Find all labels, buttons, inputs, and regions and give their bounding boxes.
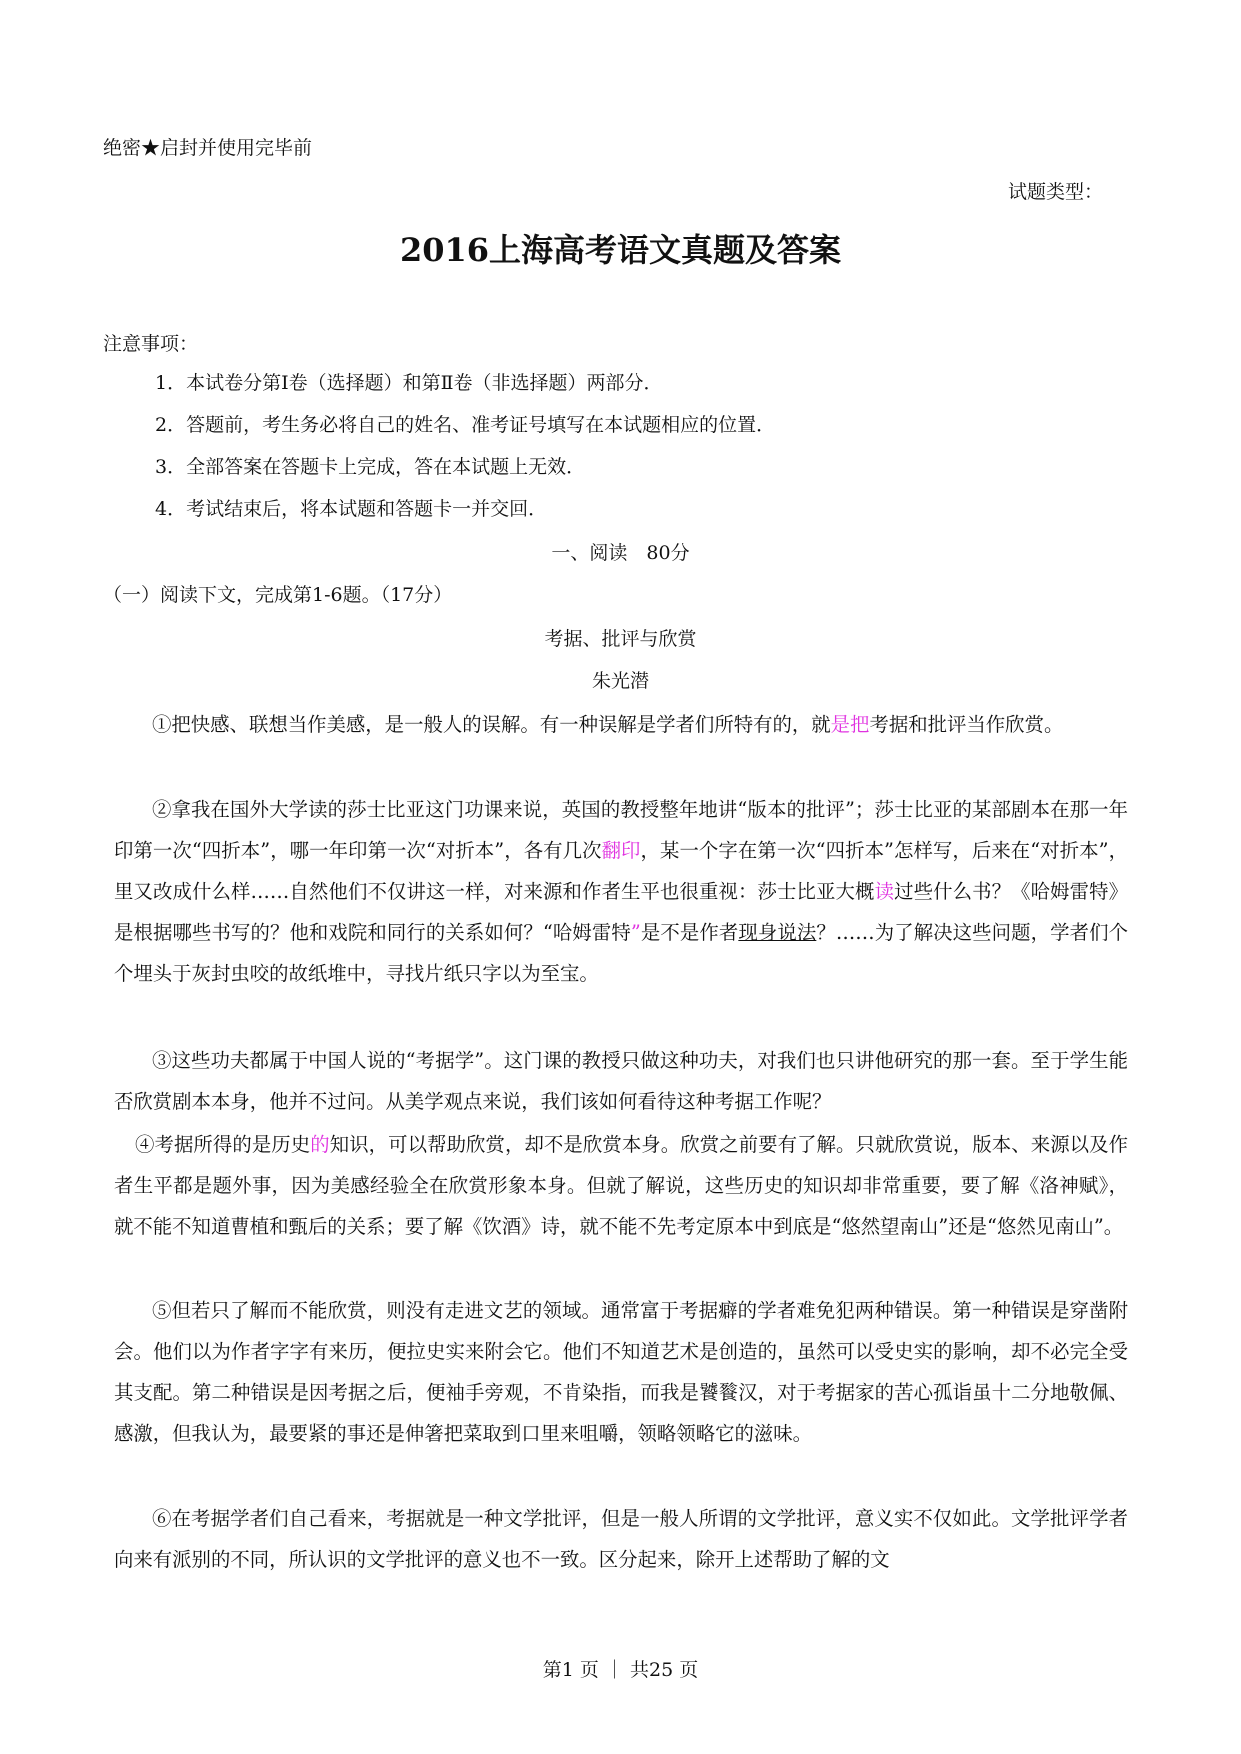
underlined-text: 现身说法 xyxy=(738,921,817,944)
paragraph-2: ②拿我在国外大学读的莎士比亚这门功课来说，英国的教授整年地讲“版本的批评”；莎士比亚的某部剧本在那一年印第一次“四折本”，哪一年印第一次“对折本”，各有几次翻印，某一个字在第一次“四折本”怎样写，后来在“对折本”，里又改成什么样……自然他们不仅讲这一样，对来源和作者生平也很重视：莎士比亚大概读过些什么书？《哈姆雷特》是根据哪些书写的？他和戏院和同行的关系如何？“哈姆雷特”是不是作者现身说法？……为了解决这些问题，学者们个个埋头于灰封虫咬的故纸堆中，寻找片纸只字以为至宝。 xyxy=(114,798,1129,985)
paragraph-6: ⑥在考据学者们自己看来，考据就是一种文学批评，但是一般人所谓的文学批评，意义实不仅如此。文学批评学者向来有派别的不同，所认识的文学批评的意义也不一致。区分起来，除开上述帮助了解的文 xyxy=(114,1507,1128,1571)
confidential-label: 绝密★启封并使用完毕前 xyxy=(103,137,313,159)
highlighted-text: 读 xyxy=(874,880,895,903)
notes-heading: 注意事项： xyxy=(103,333,199,355)
notes-item: 2．答题前，考生务必将自己的姓名、准考证号填写在本试题相应的位置． xyxy=(155,414,776,436)
section-heading: 一、阅读 80分 xyxy=(551,542,690,564)
article-author: 朱光潜 xyxy=(591,670,649,692)
highlighted-text: 是把 xyxy=(830,713,870,736)
paragraph-1: ①把快感、联想当作美感，是一般人的误解。有一种误解是学者们所特有的，就是把考据和批评当作欣赏。 xyxy=(152,713,1064,736)
highlighted-text: ” xyxy=(630,921,641,944)
highlighted-text: 翻印 xyxy=(601,839,641,862)
page-title: 2016上海高考语文真题及答案 xyxy=(399,231,842,269)
highlighted-text: 的 xyxy=(310,1133,330,1156)
notes-item: 3．全部答案在答题卡上完成，答在本试题上无效． xyxy=(155,456,586,478)
paragraph-3: ③这些功夫都属于中国人说的“考据学”。这门课的教授只做这种功夫，对我们也只讲他研究的那一套。至于学生能否欣赏剧本本身，他并不过问。从美学观点来说，我们该如何看待这种考据工作呢？ xyxy=(114,1049,1128,1113)
notes-item: 1．本试卷分第Ⅰ卷（选择题）和第Ⅱ卷（非选择题）两部分． xyxy=(155,372,663,394)
article-title: 考据、批评与欣赏 xyxy=(544,628,697,650)
paragraph-4: ④考据所得的是历史的知识，可以帮助欣赏，却不是欣赏本身。欣赏之前要有了解。只就欣赏说，版本、来源以及作者生平都是题外事，因为美感经验全在欣赏形象本身。但就了解说，这些历史的知识却非常重要，要了解《洛神赋》，就不能不知道曹植和甄后的关系；要了解《饮酒》诗，就不能不先考定原本中到底是“悠然望南山”还是“悠然见南山”。 xyxy=(114,1133,1129,1238)
paragraph-5: ⑤但若只了解而不能欣赏，则没有走进文艺的领域。通常富于考据癖的学者难免犯两种错误。第一种错误是穿凿附会。他们以为作者字字有来历，便拉史实来附会它。他们不知道艺术是创造的，虽然可以受史实的影响，却不必完全受其支配。第二种错误是因考据之后，便袖手旁观，不肯染指，而我是饕餮汉，对于考据家的苦心孤诣虽十二分地敬佩、感激，但我认为，最要紧的事还是伸箸把菜取到口里来咀嚼，领略领略它的滋味。 xyxy=(114,1299,1128,1445)
exam-type-label: 试题类型： xyxy=(1008,181,1104,203)
page-footer: 第1 页 ｜ 共25 页 xyxy=(542,1659,699,1681)
notes-item: 4．考试结束后，将本试题和答题卡一并交回． xyxy=(155,498,548,520)
part-heading: （一）阅读下文，完成第1-6题。（17分） xyxy=(103,584,453,606)
